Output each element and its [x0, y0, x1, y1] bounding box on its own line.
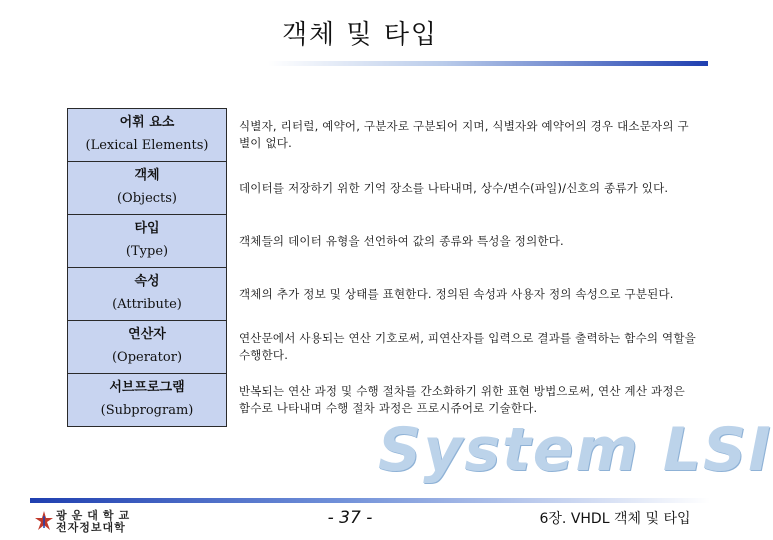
- chapter-label: 6장. VHDL 객체 및 타입: [539, 511, 691, 527]
- term-korean: 연산자: [128, 327, 166, 342]
- term-cell: [68, 374, 227, 427]
- table-row: [68, 268, 699, 321]
- watermark-text: System LSI: [378, 415, 773, 485]
- footer-bar: [30, 498, 710, 503]
- term-korean: 서브프로그램: [109, 380, 185, 395]
- term-english: (Operator): [111, 350, 183, 365]
- slide-title: 객체 및 타입: [281, 20, 439, 50]
- term-english: (Subprogram): [100, 403, 194, 418]
- term-english: (Objects): [116, 191, 178, 206]
- term-cell: [68, 162, 227, 215]
- term-description: 연산문에서 사용되는 연산 기호로써, 피연산자를 입력으로 결과를 출력하는 함수의 역할을 수행한다.: [239, 331, 696, 362]
- term-korean: 객체: [134, 168, 160, 183]
- definitions-table: [67, 108, 699, 427]
- term-description: 반복되는 연산 과정 및 수행 절차를 간소화하기 위한 표현 방법으로써, 연산 계산 과정은 함수로 나타내며 수행 절차 과정은 프로시쥬어로 기술한다.: [239, 384, 685, 415]
- term-korean: 타입: [134, 221, 160, 236]
- term-english: (Type): [125, 244, 169, 259]
- title-underline-bar: [268, 61, 708, 66]
- term-english: (Attribute): [112, 297, 182, 312]
- page-number: - 37 -: [327, 508, 373, 528]
- university-emblem-icon: [34, 510, 54, 532]
- term-cell: [68, 268, 227, 321]
- term-description: 객체들의 데이터 유형을 선언하여 값의 종류와 특성을 정의한다.: [239, 233, 564, 248]
- term-cell: [68, 215, 227, 268]
- college-name: 전자정보대학: [56, 521, 126, 534]
- school-name: 광운대학교: [56, 509, 135, 522]
- table-row: [68, 162, 699, 215]
- term-description: 객체의 추가 정보 및 상태를 표현한다. 정의된 속성과 사용자 정의 속성으로 구분된다.: [239, 286, 674, 301]
- term-cell: [68, 109, 227, 162]
- university-logo: [34, 510, 144, 536]
- table-row: [68, 215, 699, 268]
- table-row: [68, 109, 699, 162]
- table-row: [68, 374, 699, 427]
- term-description: 식별자, 리터럴, 예약어, 구분자로 구분되어 지며, 식별자와 예약어의 경우 대소문자의 구별이 없다.: [239, 119, 689, 150]
- term-korean: 어휘 요소: [119, 115, 175, 130]
- term-cell: [68, 321, 227, 374]
- table-row: [68, 321, 699, 374]
- term-korean: 속성: [134, 274, 160, 289]
- term-english: (Lexical Elements): [85, 138, 209, 153]
- term-description: 데이터를 저장하기 위한 기억 장소를 나타내며, 상수/변수(파일)/신호의 종류가 있다.: [239, 180, 669, 195]
